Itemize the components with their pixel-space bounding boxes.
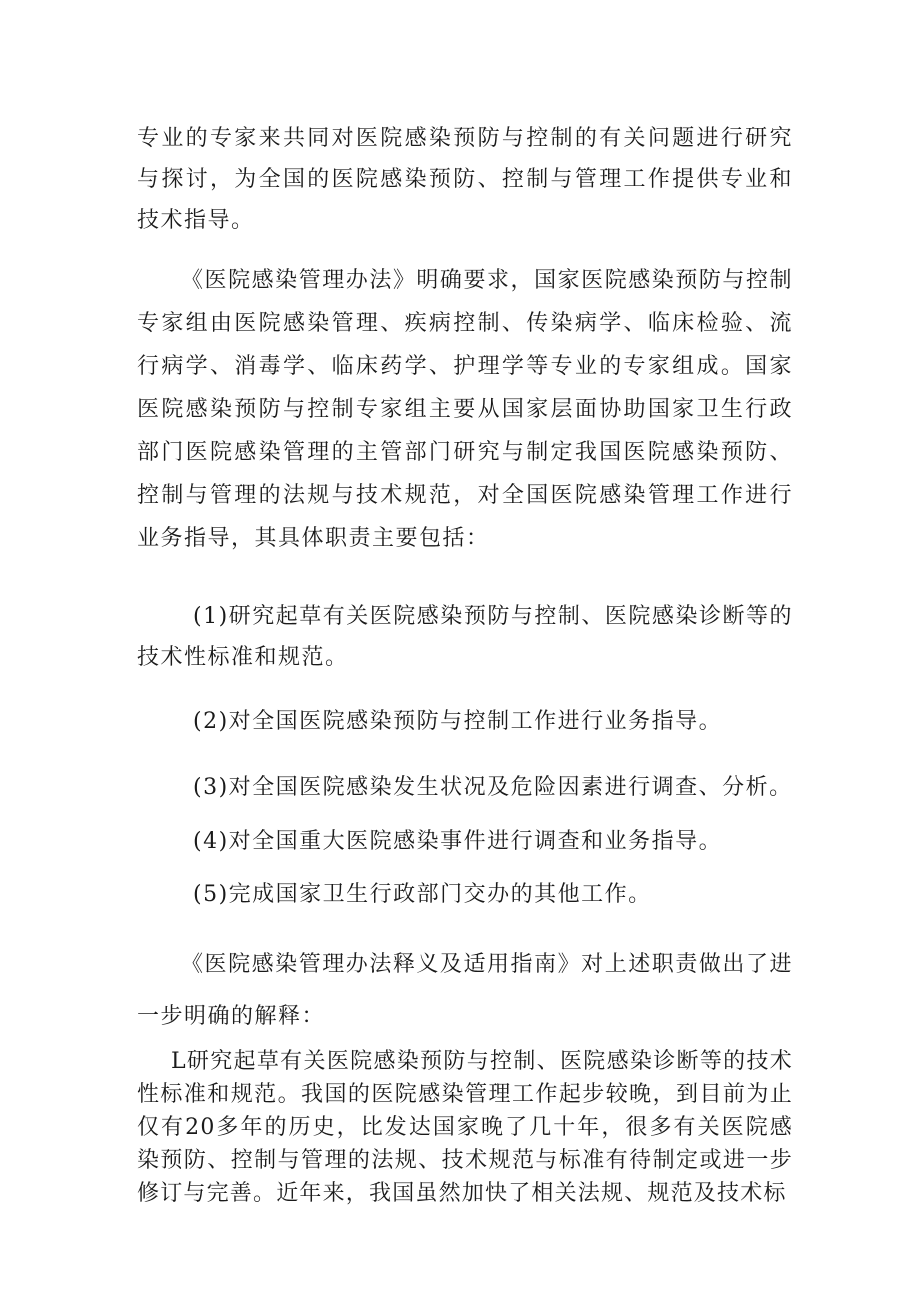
paragraph-explanation-1: L研究起草有关医院感染预防与控制、医院感染诊断等的技术性标准和规范。我国的医院感染管理工作起步较晚，到目前为止仅有20多年的历史，比发达国家晚了几十年，很多有关医院感染预防、控制与管理的法规、技术规范与标准有待制定或进一步修订与完善。近年来，我国虽然加快了相关法规、规范及技术标: [137, 1049, 793, 1206]
duty-item-4: (4)对全国重大医院感染事件进行调查和业务指导。: [193, 829, 723, 854]
paragraph-expert-group: 《医院感染管理办法》明确要求，国家医院感染预防与控制专家组由医院感染管理、疾病控制、传染病学、临床检验、流行病学、消毒学、临床药学、护理学等专业的专家组成。国家医院感染预防与控制专家组主要从国家层面协助国家卫生行政部门医院感染管理的主管部门研究与制定我国医院感染预防、控制与管理的法规与技术规范，对全国医院感染管理工作进行业务指导，其具体职责主要包括：: [137, 268, 793, 551]
paragraph-continuation: 专业的专家来共同对医院感染预防与控制的有关问题进行研究与探讨，为全国的医院感染预防、控制与管理工作提供专业和技术指导。: [137, 126, 793, 233]
duty-item-1: (1)研究起草有关医院感染预防与控制、医院感染诊断等的技术性标准和规范。: [137, 604, 793, 670]
duty-item-3: (3)对全国医院感染发生状况及危险因素进行调查、分析。: [193, 775, 793, 800]
duty-item-2: (2)对全国医院感染预防与控制工作进行业务指导。: [193, 709, 723, 734]
duty-item-5: (5)完成国家卫生行政部门交办的其他工作。: [193, 882, 652, 907]
paragraph-guide-explanation: 《医院感染管理办法释义及适用指南》对上述职责做出了进一步明确的解释：: [137, 952, 793, 1029]
